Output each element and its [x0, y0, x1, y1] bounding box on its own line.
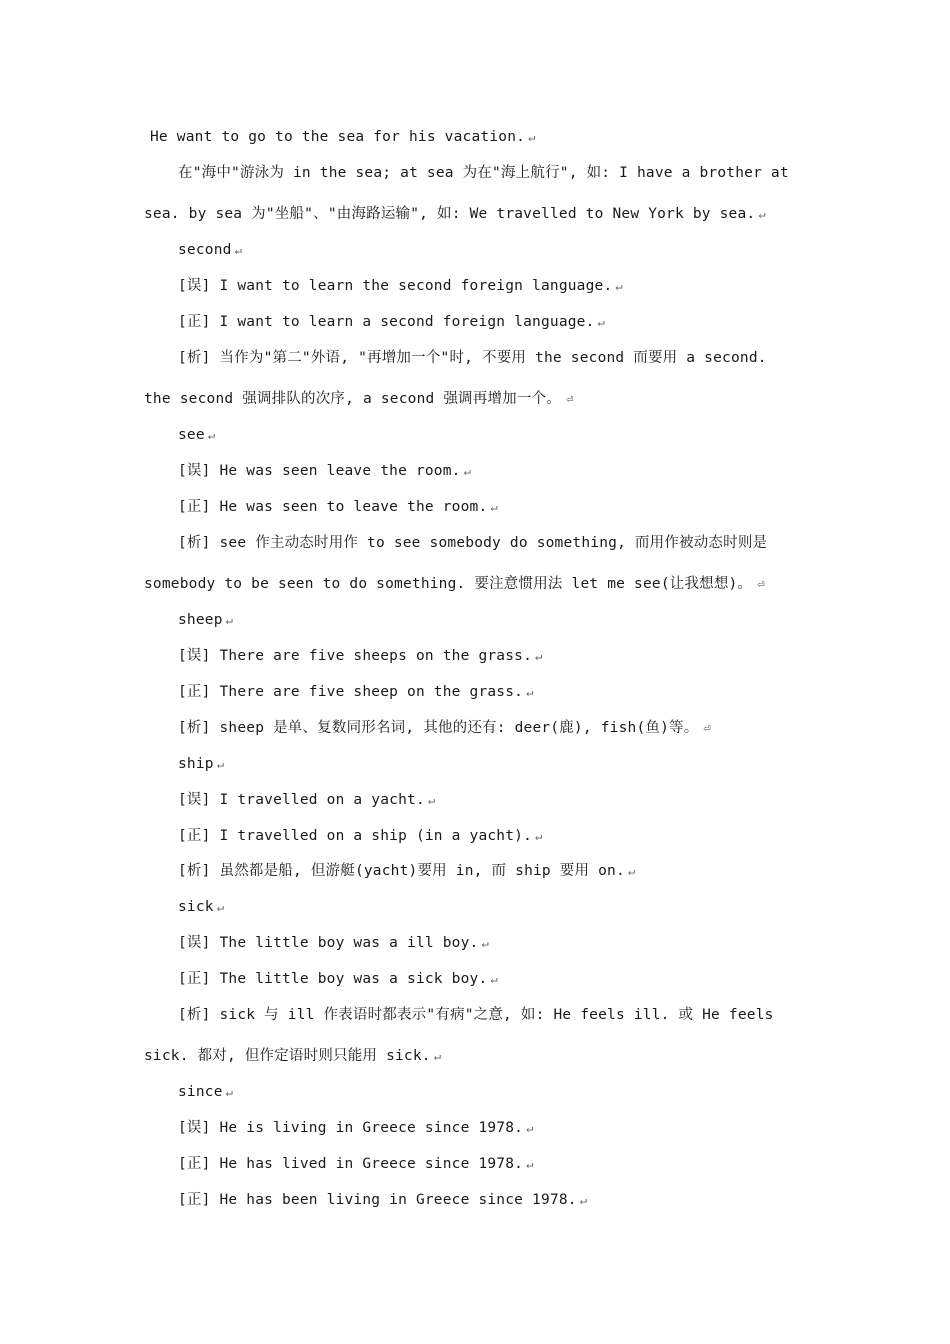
entry-heading-sick: sick ↵: [178, 897, 224, 917]
analysis-text: [析] 虽然都是船, 但游艇(yacht)要用 in, 而 ship 要用 on. ↵: [178, 861, 635, 881]
analysis-text: sick. 都对, 但作定语时则只能用 sick. ↵: [144, 1046, 441, 1066]
correct-example: [正] He was seen to leave the room. ↵: [178, 497, 498, 517]
correct-example: [正] I travelled on a ship (in a yacht). ↵: [178, 826, 542, 846]
analysis-text: [析] sick 与 ill 作表语时都表示"有病"之意, 如: He feels ill. 或 He feels: [178, 1007, 774, 1023]
wrong-example: [误] He was seen leave the room. ↵: [178, 461, 471, 481]
entry-heading-see: see ↵: [178, 425, 215, 445]
entry-heading-since: since ↵: [178, 1082, 233, 1102]
entry-heading-ship: ship ↵: [178, 754, 224, 774]
analysis-text: the second 强调排队的次序, a second 强调再增加一个。 ⏎: [144, 389, 573, 409]
correct-example: [正] There are five sheep on the grass. ↵: [178, 682, 534, 702]
correct-example: [正] He has lived in Greece since 1978. ↵: [178, 1154, 534, 1174]
text-line: He want to go to the sea for his vacation. ↵: [150, 127, 536, 147]
analysis-text: [析] see 作主动态时用作 to see somebody do something, 而用作被动态时则是: [178, 535, 768, 551]
correct-example: [正] He has been living in Greece since 1978. ↵: [178, 1190, 587, 1210]
wrong-example: [误] I travelled on a yacht. ↵: [178, 790, 435, 810]
correct-example: [正] The little boy was a sick boy. ↵: [178, 969, 498, 989]
text-line: sea. by sea 为"坐船"、"由海路运输", 如: We travelled to New York by sea. ↵: [144, 204, 766, 224]
text-line: 在"海中"游泳为 in the sea; at sea 为在"海上航行", 如: I have a brother at: [178, 165, 789, 181]
analysis-text: [析] sheep 是单、复数同形名词, 其他的还有: deer(鹿), fish(鱼)等。 ⏎: [178, 718, 711, 738]
analysis-text: [析] 当作为"第二"外语, "再增加一个"时, 不要用 the second 而要用 a second.: [178, 350, 767, 366]
wrong-example: [误] The little boy was a ill boy. ↵: [178, 933, 489, 953]
wrong-example: [误] I want to learn the second foreign language. ↵: [178, 276, 623, 296]
entry-heading-second: second ↵: [178, 240, 242, 260]
analysis-text: somebody to be seen to do something. 要注意惯用法 let me see(让我想想)。 ⏎: [144, 574, 765, 594]
wrong-example: [误] He is living in Greece since 1978. ↵: [178, 1118, 534, 1138]
correct-example: [正] I want to learn a second foreign language. ↵: [178, 312, 605, 332]
entry-heading-sheep: sheep ↵: [178, 610, 233, 630]
wrong-example: [误] There are five sheeps on the grass. ↵: [178, 646, 542, 666]
